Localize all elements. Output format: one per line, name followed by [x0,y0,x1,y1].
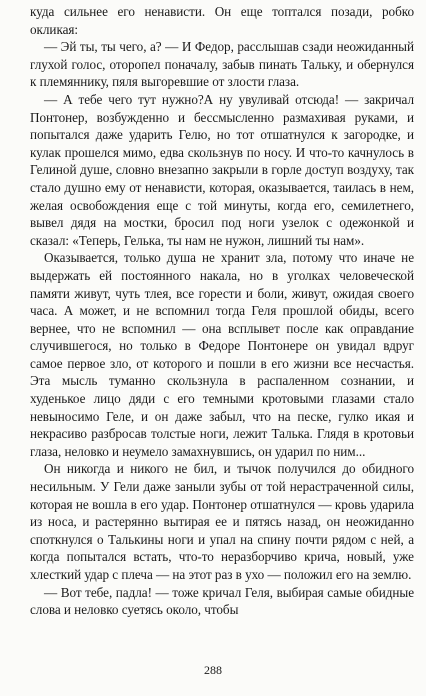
body-text [30,3,414,619]
paragraph-2: — Эй ты, ты чего, а? — И Федор, расслышав сзади неожиданный глухой голос, оторопел поначалу, забыв пинать Тальку, и обернулся к племяннику, пяля выгоревшие от злости глаза. [30,39,414,90]
paragraph-1: куда сильнее его ненависти. Он еще топтался позади, робко окликая: [30,4,414,37]
paragraph-5: Он никогда и никого не бил, и тычок получился до обидного несильным. У Гели даже заныли зубы от той нерастраченной силы, которая не вошла в его удар. Понтонер отшатнулся — кровь ударила из носа, и растерянно вытирая ее и пятясь назад, он неожиданно споткнулся о Талькины ноги и упал на спину почти рядом с ней, а когда попытался встать, что-то неразборчиво крича, новый, уже хлесткий удар с плеча — на этот раз в ухо — положил его на землю. [30,461,414,582]
paragraph-4: Оказывается, только душа не хранит зла, потому что иначе не выдержать ей постоянного накала, но в уголках человеческой памяти живут, чуть тлея, все горести и боли, живут, ожидая своего часа. А может, и не вспомнил тогда Геля прошлой обиды, всего вернее, что не вспомнил — она всплывет после как оправдание случившегося, но только в Федоре Понтонере он увидал вдруг самое первое зло, от которого и пошли в его жизни все несчастья. Эта мысль туманно скользнула в распаленном сознании, и худенькое лицо дяди с его темными кротовыми глазами стало невыносимо Геле, и он даже забыл, что на песке, гулко икая и некрасиво разбросав толстые ноги, лежит Талька. Глядя в кротовьи глаза, неловко и неумело замахнувшись, он ударил по ним... [30,250,414,459]
paragraph-6: — Вот тебе, падла! — тоже кричал Геля, выбирая самые обидные слова и неловко суетясь около, чтобы [30,584,414,618]
paragraph-3: — А тебе чего тут нужно?А ну увуливай отсюда! — закричал Понтонер, возбужденно и бессмысленно размахивая руками, и попытался даже ударить Гелю, но тот отшатнулся к загородке, и кулак прошелся мимо, едва скользнув по носу. И что-то качнулось в Гелиной душе, словно внезапно закрыли в горле доступ воздуху, так стало душно ему от ненависти, которая, оказывается, таилась в нем, желая освобождения еще с той минуты, когда его, семилетнего, вывел дядя на мостки, бросил под ноги узелок с одежонкой и сказал: «Теперь, Гелька, ты нам не нужон, лишний ты нам». [30,91,414,248]
page-number: 288 [204,663,222,677]
